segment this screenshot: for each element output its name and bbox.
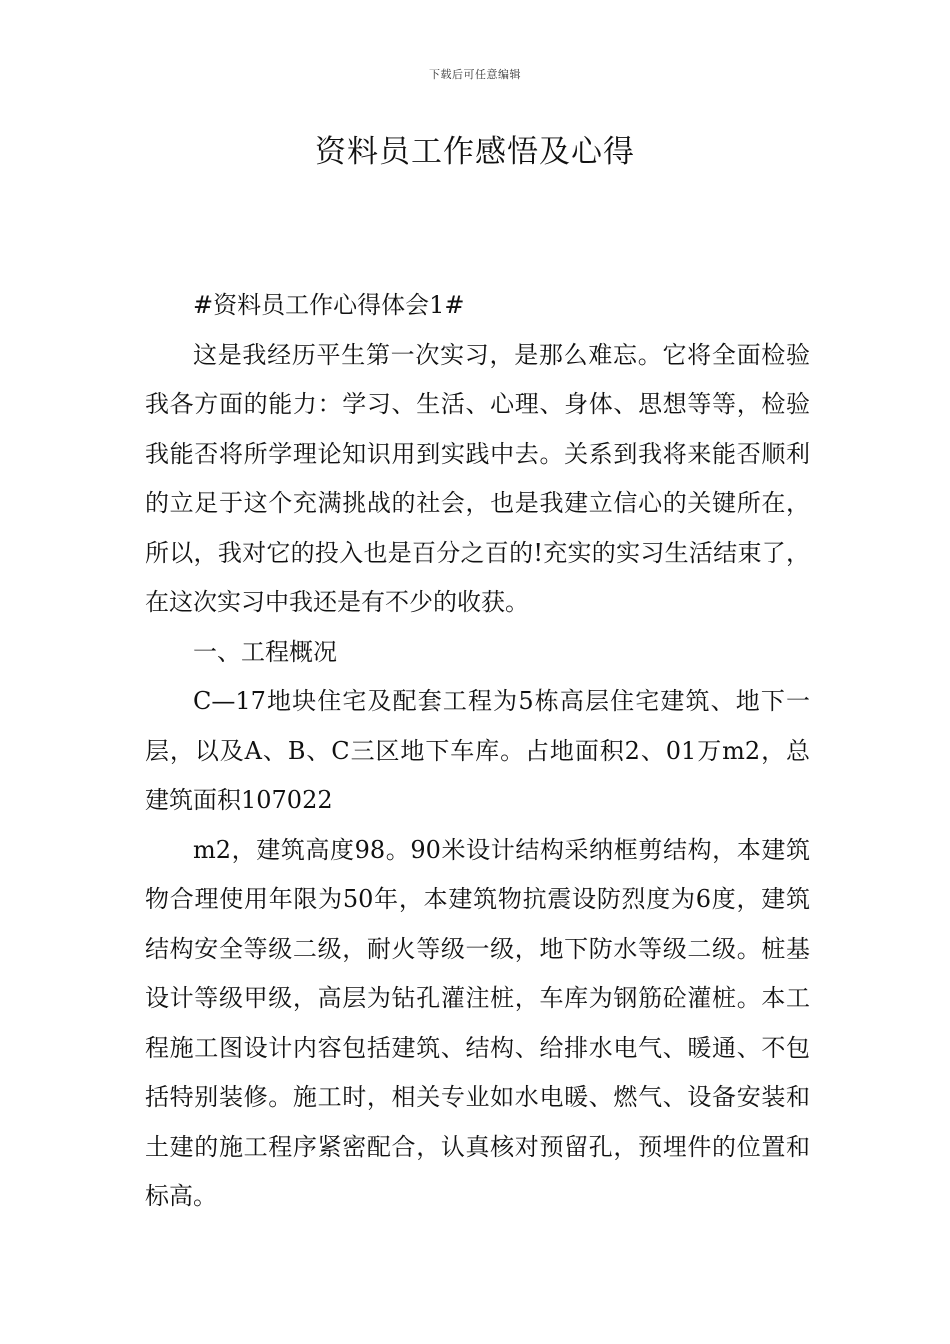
header-note: 下载后可任意编辑 [429, 68, 521, 81]
paragraph-project-site: C—17地块住宅及配套工程为5栋高层住宅建筑、地下一层，以及A、B、C三区地下车库。占地面积2、01万m2，总建筑面积107022 [145, 687, 810, 814]
paragraph-project-structure: m2，建筑高度98。90米设计结构采纳框剪结构，本建筑物合理使用年限为50年，本建筑物抗震设防烈度为6度，建筑结构安全等级二级，耐火等级一级，地下防水等级二级。桩基设计等级甲级，高层为钻孔灌注桩，车库为钢筋砼灌桩。本工程施工图设计内容包括建筑、结构、给排水电气、暖通、不包括特别装修。施工时，相关专业如水电暖、燃气、设备安装和土建的施工程序紧密配合，认真核对预留孔，预埋件的位置和标高。 [145, 835, 810, 1210]
section-heading-1: #资料员工作心得体会1# [193, 291, 465, 319]
document-body [145, 281, 810, 1222]
section-heading-overview: 一、工程概况 [193, 637, 337, 666]
paragraph-intro: 这是我经历平生第一次实习，是那么难忘。它将全面检验我各方面的能力：学习、生活、心理、身体、思想等等，检验我能否将所学理论知识用到实践中去。关系到我将来能否顺利的立足于这个充满挑战的社会，也是我建立信心的关键所在，所以，我对它的投入也是百分之百的!充实的实习生活结束了，在这次实习中我还是有不少的收获。 [145, 340, 810, 616]
page-title: 资料员工作感悟及心得 [315, 134, 635, 170]
